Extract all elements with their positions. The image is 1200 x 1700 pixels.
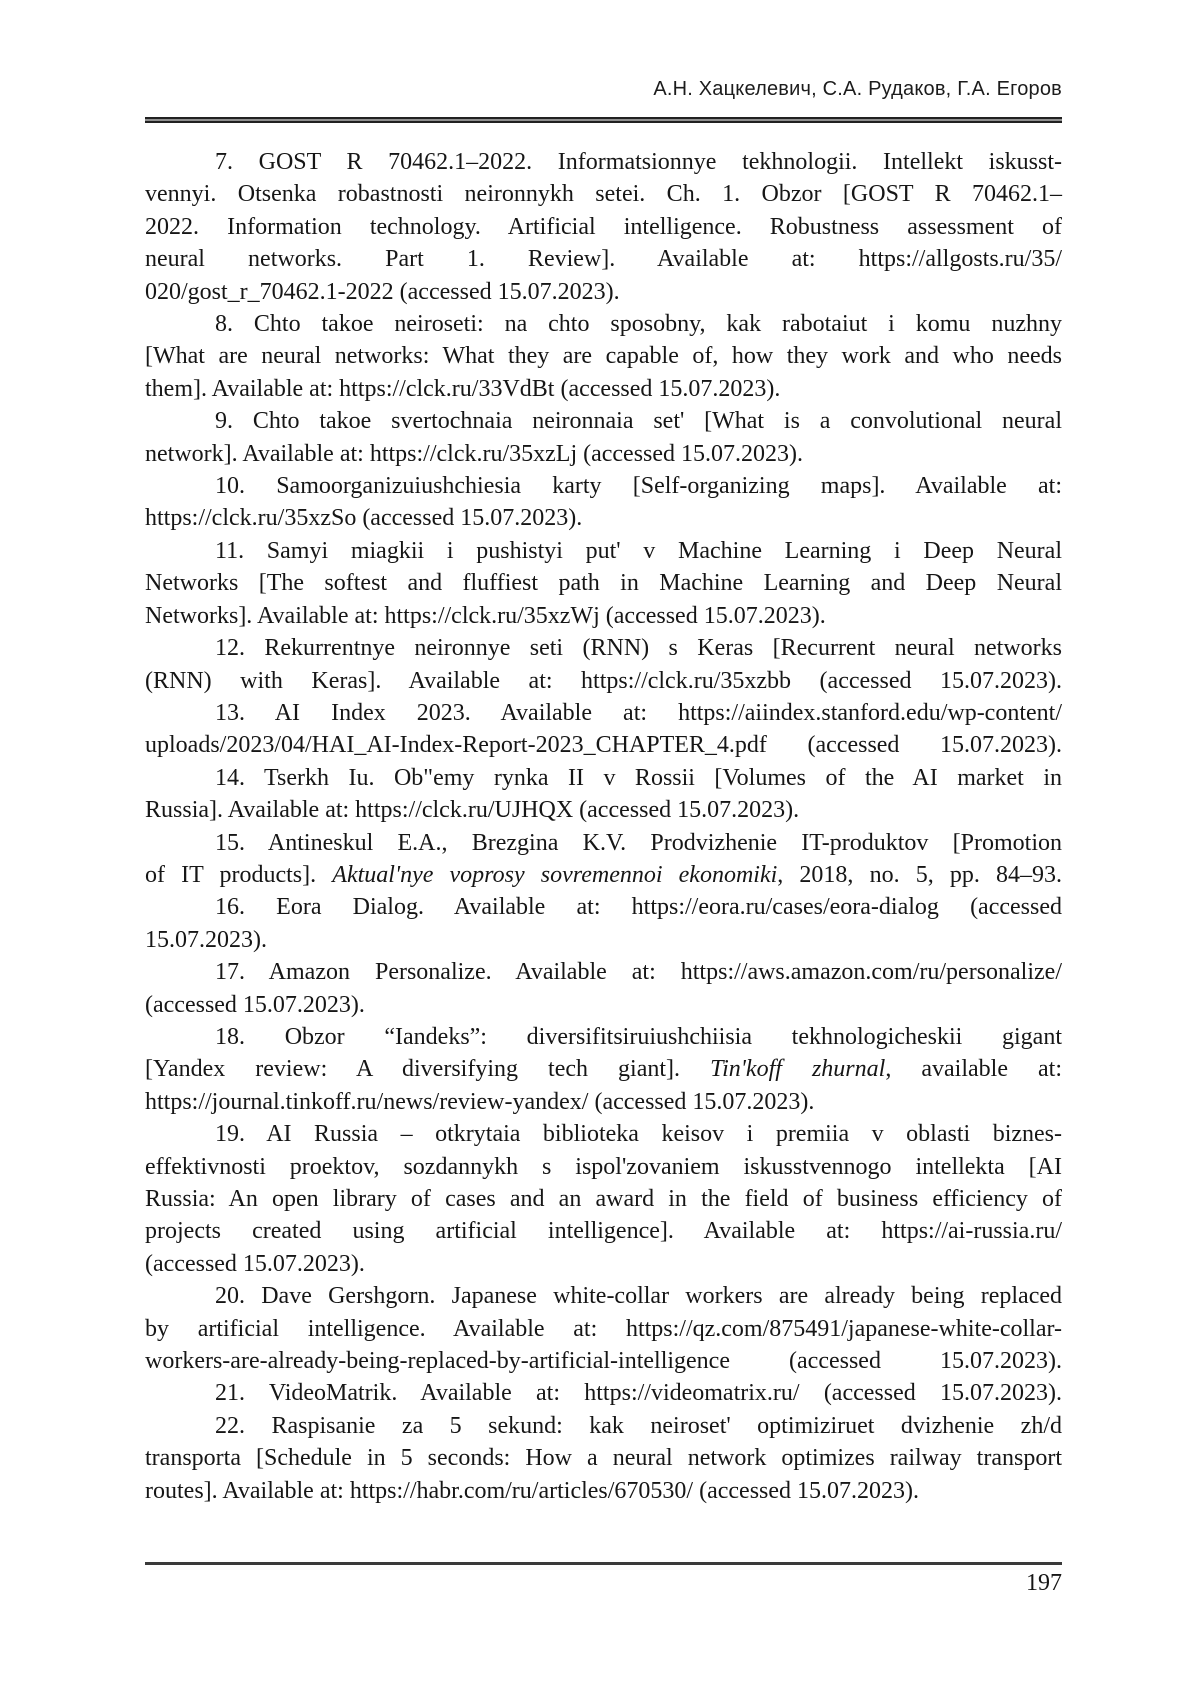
reference-line xyxy=(145,502,1062,534)
reference-text: 15. Antineskul E.A., Brezgina K.V. Prodvizhenie IT-produktov [Promotion xyxy=(215,829,1062,856)
reference-text: 12. Rekurrentnye neironnye seti (RNN) s Keras [Recurrent neural networks xyxy=(215,635,1062,662)
reference-item xyxy=(145,891,1062,956)
reference-text: Networks [The softest and fluffiest path in Machine Learning and Deep Neural xyxy=(145,570,1062,597)
reference-text: 15.07.2023). xyxy=(145,926,267,953)
reference-line xyxy=(145,632,1062,664)
reference-text: Russia]. Available at: https://clck.ru/UJHQX (accessed 15.07.2023). xyxy=(145,797,800,824)
reference-line xyxy=(145,729,1062,761)
reference-line xyxy=(145,1410,1062,1442)
reference-text: 16. Eora Dialog. Available at: https://eora.ru/cases/eora-dialog (accessed xyxy=(215,894,1062,921)
reference-text: 17. Amazon Personalize. Available at: https://aws.amazon.com/ru/personalize/ xyxy=(215,959,1062,986)
reference-line xyxy=(145,178,1062,210)
reference-text: 2022. Information technology. Artificial intelligence. Robustness assessment of xyxy=(145,213,1062,240)
reference-item xyxy=(145,535,1062,632)
reference-text: Networks]. Available at: https://clck.ru/35xzWj (accessed 15.07.2023). xyxy=(145,602,826,629)
header-authors: А.Н. Хацкелевич, С.А. Рудаков, Г.А. Егоров xyxy=(653,78,1062,100)
reference-line xyxy=(145,1151,1062,1183)
reference-line xyxy=(145,956,1062,988)
reference-line xyxy=(145,989,1062,1021)
reference-text: workers-are-already-being-replaced-by-artificial-intelligence (accessed 15.07.2023). xyxy=(145,1348,1062,1375)
reference-line xyxy=(145,276,1062,308)
reference-text: 14. Tserkh Iu. Ob"emy rynka II v Rossii [Volumes of the AI market in xyxy=(215,764,1062,791)
reference-line xyxy=(145,243,1062,275)
reference-line xyxy=(145,859,1062,891)
reference-text: (accessed 15.07.2023). xyxy=(145,1250,365,1277)
reference-line xyxy=(145,567,1062,599)
reference-item xyxy=(145,827,1062,892)
reference-text: 9. Chto takoe svertochnaia neironnaia set' [What is a convolutional neural xyxy=(215,408,1062,435)
reference-line xyxy=(145,1248,1062,1280)
reference-line xyxy=(145,1313,1062,1345)
reference-line xyxy=(145,1183,1062,1215)
reference-line xyxy=(145,794,1062,826)
reference-text: 10. Samoorganizuiushchiesia karty [Self-organizing maps]. Available at: xyxy=(215,473,1062,500)
reference-line xyxy=(145,1345,1062,1377)
reference-line xyxy=(145,470,1062,502)
journal-title-italic: Tin'koff zhurnal xyxy=(710,1056,886,1083)
reference-item xyxy=(145,470,1062,535)
reference-text: of IT products]. xyxy=(145,861,333,888)
reference-text: https://journal.tinkoff.ru/news/review-yandex/ (accessed 15.07.2023). xyxy=(145,1088,815,1115)
references-list xyxy=(145,146,1062,1507)
reference-line xyxy=(145,535,1062,567)
reference-text: [Yandex review: A diversifying tech giant]. xyxy=(145,1056,711,1083)
journal-title-italic: Aktual'nye voprosy sovremennoi ekonomiki xyxy=(332,861,778,888)
reference-line xyxy=(145,697,1062,729)
reference-line xyxy=(145,762,1062,794)
footer-rule xyxy=(145,1562,1062,1565)
reference-text: 22. Raspisanie za 5 sekund: kak neiroset' optimiziruet dvizhenie zh/d xyxy=(215,1412,1062,1439)
reference-line xyxy=(145,1053,1062,1085)
reference-line xyxy=(145,1021,1062,1053)
reference-text: Russia: An open library of cases and an award in the field of business efficiency of xyxy=(145,1186,1062,1212)
reference-text: 18. Obzor “Iandeks”: diversifitsiruiushchiisia tekhnologicheskii gigant xyxy=(215,1023,1062,1050)
reference-text: vennyi. Otsenka robastnosti neironnykh setei. Ch. 1. Obzor [GOST R 70462.1– xyxy=(145,181,1062,208)
reference-item xyxy=(145,1377,1062,1409)
reference-text: by artificial intelligence. Available at: https://qz.com/875491/japanese-white-collar- xyxy=(145,1315,1062,1342)
reference-text: 19. AI Russia – otkrytaia biblioteka keisov i premiia v oblasti biznes- xyxy=(215,1121,1062,1148)
reference-line xyxy=(145,924,1062,956)
reference-text: 11. Samyi miagkii i pushistyi put' v Machine Learning i Deep Neural xyxy=(215,537,1062,564)
reference-item xyxy=(145,1118,1062,1280)
reference-item xyxy=(145,405,1062,470)
reference-item xyxy=(145,1021,1062,1118)
page-number: 197 xyxy=(1026,1570,1062,1596)
reference-item xyxy=(145,1410,1062,1507)
reference-item xyxy=(145,762,1062,827)
reference-text: [What are neural networks: What they are capable of, how they work and who needs xyxy=(145,343,1062,370)
reference-line xyxy=(145,827,1062,859)
reference-text: 13. AI Index 2023. Available at: https://aiindex.stanford.edu/wp-content/ xyxy=(215,699,1062,726)
reference-line xyxy=(145,665,1062,697)
reference-line xyxy=(145,1215,1062,1247)
reference-text: 8. Chto takoe neiroseti: na chto sposobny, kak rabotaiut i komu nuzhny xyxy=(215,311,1062,338)
reference-line xyxy=(145,891,1062,923)
reference-line xyxy=(145,308,1062,340)
reference-text: them]. Available at: https://clck.ru/33VdBt (accessed 15.07.2023). xyxy=(145,375,781,402)
reference-item xyxy=(145,632,1062,697)
reference-line xyxy=(145,146,1062,178)
reference-item xyxy=(145,146,1062,308)
reference-text: 21. VideoMatrik. Available at: https://videomatrix.ru/ (accessed 15.07.2023). xyxy=(215,1380,1062,1407)
reference-text: projects created using artificial intelligence]. Available at: https://ai-russia.ru/ xyxy=(145,1218,1062,1245)
reference-text: effektivnosti proektov, sozdannykh s ispol'zovaniem iskusstvennogo intellekta [AI xyxy=(145,1153,1062,1180)
reference-text: , 2018, no. 5, pp. 84–93. xyxy=(777,861,1062,888)
reference-text: 020/gost_r_70462.1-2022 (accessed 15.07.2023). xyxy=(145,278,620,305)
reference-text: uploads/2023/04/HAI_AI-Index-Report-2023_CHAPTER_4.pdf (accessed 15.07.2023). xyxy=(145,732,1062,759)
reference-line xyxy=(145,1475,1062,1507)
reference-text: transporta [Schedule in 5 seconds: How a neural network optimizes railway transport xyxy=(145,1445,1062,1472)
reference-line xyxy=(145,373,1062,405)
reference-text: (accessed 15.07.2023). xyxy=(145,991,365,1018)
reference-text: 7. GOST R 70462.1–2022. Informatsionnye tekhnologii. Intellekt iskusst- xyxy=(215,149,1062,175)
header-rule xyxy=(145,117,1062,123)
reference-line xyxy=(145,211,1062,243)
reference-text: network]. Available at: https://clck.ru/35xzLj (accessed 15.07.2023). xyxy=(145,440,804,467)
reference-text: 20. Dave Gershgorn. Japanese white-collar workers are already being replaced xyxy=(215,1283,1062,1310)
reference-line xyxy=(145,1118,1062,1150)
reference-text: , available at: xyxy=(885,1056,1063,1083)
reference-text: routes]. Available at: https://habr.com/ru/articles/670530/ (accessed 15.07.2023). xyxy=(145,1477,920,1504)
reference-line xyxy=(145,1442,1062,1474)
reference-line xyxy=(145,405,1062,437)
reference-item xyxy=(145,697,1062,762)
reference-line xyxy=(145,340,1062,372)
reference-text: https://clck.ru/35xzSo (accessed 15.07.2023). xyxy=(145,505,583,532)
reference-line xyxy=(145,1280,1062,1312)
reference-line xyxy=(145,438,1062,470)
reference-item xyxy=(145,1280,1062,1377)
reference-item xyxy=(145,956,1062,1021)
reference-line xyxy=(145,600,1062,632)
reference-line xyxy=(145,1377,1062,1409)
reference-text: (RNN) with Keras]. Available at: https://clck.ru/35xzbb (accessed 15.07.2023). xyxy=(145,667,1062,694)
reference-line xyxy=(145,1086,1062,1118)
reference-text: neural networks. Part 1. Review]. Available at: https://allgosts.ru/35/ xyxy=(145,246,1062,273)
reference-item xyxy=(145,308,1062,405)
